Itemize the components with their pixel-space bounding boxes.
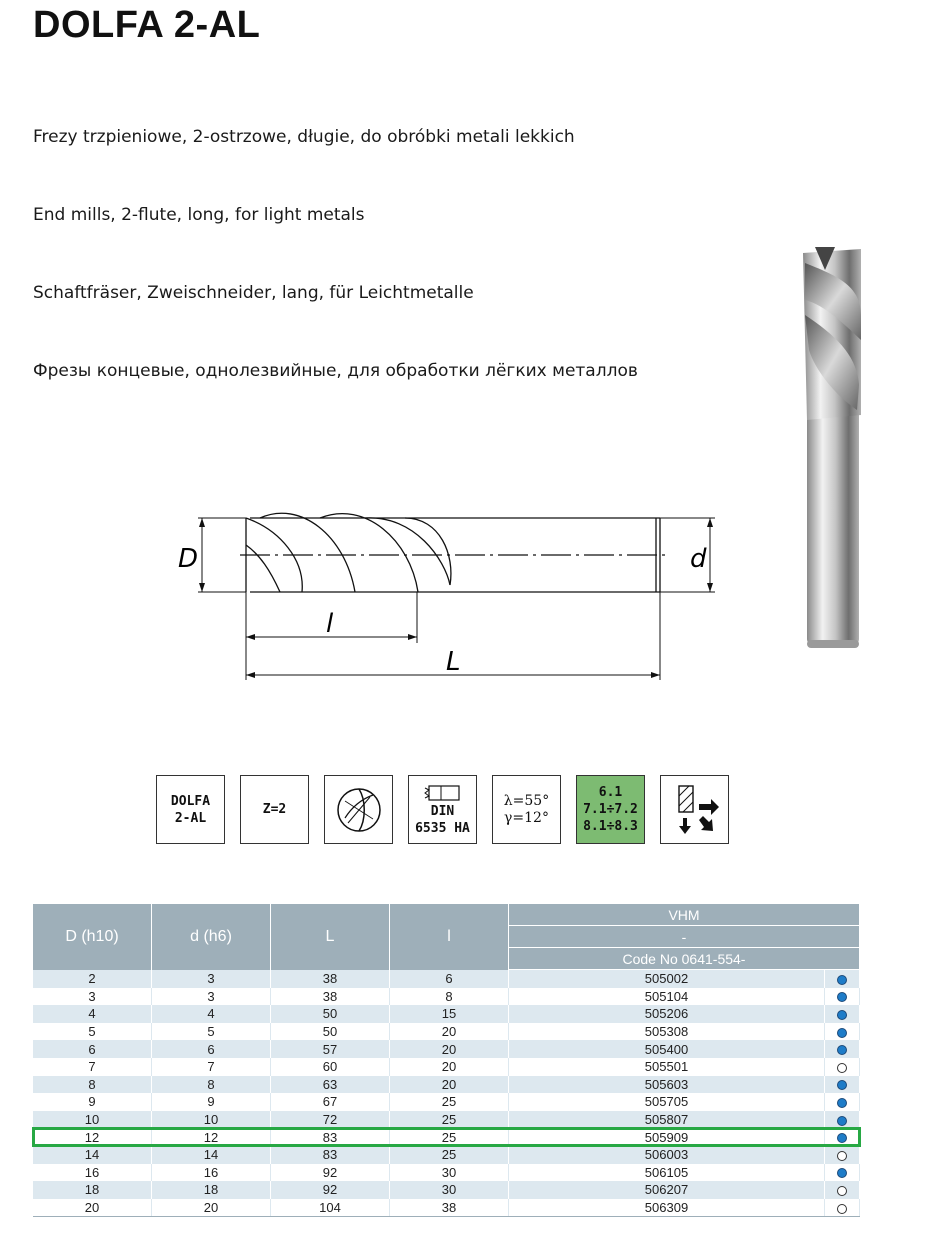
table-row[interactable] bbox=[33, 1040, 860, 1058]
dimensions-table bbox=[33, 904, 860, 1217]
cell-l: 30 bbox=[390, 1164, 509, 1182]
brand-icon bbox=[156, 775, 225, 844]
shank-icon bbox=[423, 783, 463, 803]
cell-D: 10 bbox=[33, 1111, 152, 1129]
cell-l: 20 bbox=[390, 1040, 509, 1058]
cell-l: 6 bbox=[390, 970, 509, 988]
cell-L: 60 bbox=[271, 1058, 390, 1076]
cell-D: 2 bbox=[33, 970, 152, 988]
header-D: D (h10) bbox=[33, 904, 152, 970]
table-row[interactable] bbox=[33, 1023, 860, 1041]
cell-stock bbox=[825, 1023, 860, 1041]
header-l: l bbox=[390, 904, 509, 970]
cell-code: 505807 bbox=[509, 1111, 825, 1129]
cell-l: 25 bbox=[390, 1093, 509, 1111]
spec-icons bbox=[156, 775, 729, 844]
label-L: L bbox=[446, 647, 461, 677]
cell-D: 9 bbox=[33, 1093, 152, 1111]
table-row[interactable] bbox=[33, 1146, 860, 1164]
stock-available-icon bbox=[837, 1168, 847, 1178]
cell-code: 505909 bbox=[509, 1128, 825, 1146]
table-row[interactable] bbox=[33, 1076, 860, 1094]
label-D: D bbox=[178, 544, 199, 574]
cell-l: 38 bbox=[390, 1199, 509, 1217]
cell-l: 20 bbox=[390, 1023, 509, 1041]
cell-code: 505603 bbox=[509, 1076, 825, 1094]
header-code: Code No 0641-554- bbox=[509, 948, 860, 970]
stock-available-icon bbox=[837, 1028, 847, 1038]
cell-D: 7 bbox=[33, 1058, 152, 1076]
stock-available-icon bbox=[837, 1098, 847, 1108]
cell-l: 15 bbox=[390, 1005, 509, 1023]
technical-drawing bbox=[170, 505, 730, 690]
cell-code: 505206 bbox=[509, 1005, 825, 1023]
helix-cross-section-icon bbox=[324, 775, 393, 844]
flutes-icon bbox=[240, 775, 309, 844]
stock-available-icon bbox=[837, 1045, 847, 1055]
cell-d: 20 bbox=[152, 1199, 271, 1217]
cell-L: 67 bbox=[271, 1093, 390, 1111]
stock-available-icon bbox=[837, 992, 847, 1002]
cell-D: 3 bbox=[33, 988, 152, 1006]
stock-on-order-icon bbox=[837, 1204, 847, 1214]
din-line1: DIN bbox=[430, 803, 455, 819]
table-row[interactable] bbox=[33, 1093, 860, 1111]
table-row[interactable] bbox=[33, 1111, 860, 1129]
material-group-icon bbox=[576, 775, 645, 844]
cell-d: 14 bbox=[152, 1146, 271, 1164]
cell-D: 5 bbox=[33, 1023, 152, 1041]
flutes-label: Z=2 bbox=[262, 802, 287, 817]
cell-code: 505308 bbox=[509, 1023, 825, 1041]
cell-L: 63 bbox=[271, 1076, 390, 1094]
description-ru: Фрезы концевые, однолезвийные, для обработки лёгких металлов bbox=[33, 361, 638, 381]
stock-on-order-icon bbox=[837, 1151, 847, 1161]
cell-code: 505002 bbox=[509, 970, 825, 988]
cell-stock bbox=[825, 1164, 860, 1182]
cell-L: 83 bbox=[271, 1128, 390, 1146]
table-row[interactable] bbox=[33, 1164, 860, 1182]
cell-D: 12 bbox=[33, 1128, 152, 1146]
cell-d: 16 bbox=[152, 1164, 271, 1182]
cell-d: 8 bbox=[152, 1076, 271, 1094]
end-mill-photo bbox=[795, 245, 865, 655]
cell-L: 38 bbox=[271, 988, 390, 1006]
stock-on-order-icon bbox=[837, 1063, 847, 1073]
cell-stock bbox=[825, 1128, 860, 1146]
table-row[interactable] bbox=[33, 988, 860, 1006]
cell-D: 14 bbox=[33, 1146, 152, 1164]
cell-code: 505501 bbox=[509, 1058, 825, 1076]
cell-stock bbox=[825, 1111, 860, 1129]
cell-L: 104 bbox=[271, 1199, 390, 1217]
cell-D: 20 bbox=[33, 1199, 152, 1217]
product-title: DOLFA 2-AL bbox=[33, 4, 261, 46]
cell-L: 92 bbox=[271, 1164, 390, 1182]
label-d: d bbox=[690, 544, 707, 574]
angles-icon bbox=[492, 775, 561, 844]
cell-L: 72 bbox=[271, 1111, 390, 1129]
cell-d: 12 bbox=[152, 1128, 271, 1146]
cell-stock bbox=[825, 1093, 860, 1111]
header-d: d (h6) bbox=[152, 904, 271, 970]
cell-d: 3 bbox=[152, 988, 271, 1006]
cell-code: 505400 bbox=[509, 1040, 825, 1058]
cell-L: 50 bbox=[271, 1005, 390, 1023]
description-en: End mills, 2-flute, long, for light metals bbox=[33, 205, 365, 225]
cell-code: 506105 bbox=[509, 1164, 825, 1182]
cell-stock bbox=[825, 1146, 860, 1164]
cell-D: 18 bbox=[33, 1181, 152, 1199]
cell-code: 506003 bbox=[509, 1146, 825, 1164]
cell-L: 83 bbox=[271, 1146, 390, 1164]
cell-l: 25 bbox=[390, 1111, 509, 1129]
cell-d: 5 bbox=[152, 1023, 271, 1041]
cell-D: 8 bbox=[33, 1076, 152, 1094]
cell-stock bbox=[825, 1181, 860, 1199]
cell-l: 20 bbox=[390, 1076, 509, 1094]
cell-d: 7 bbox=[152, 1058, 271, 1076]
table-row[interactable] bbox=[33, 1058, 860, 1076]
cell-l: 20 bbox=[390, 1058, 509, 1076]
milling-direction-icon bbox=[660, 775, 729, 844]
table-row[interactable] bbox=[33, 1181, 860, 1199]
cell-L: 92 bbox=[271, 1181, 390, 1199]
cell-l: 25 bbox=[390, 1128, 509, 1146]
cell-L: 50 bbox=[271, 1023, 390, 1041]
stock-available-icon bbox=[837, 1116, 847, 1126]
cell-stock bbox=[825, 970, 860, 988]
cell-d: 18 bbox=[152, 1181, 271, 1199]
cell-L: 57 bbox=[271, 1040, 390, 1058]
header-L: L bbox=[271, 904, 390, 970]
cell-code: 506207 bbox=[509, 1181, 825, 1199]
table-row[interactable] bbox=[33, 1128, 860, 1146]
cell-D: 4 bbox=[33, 1005, 152, 1023]
cell-stock bbox=[825, 1199, 860, 1217]
cell-d: 9 bbox=[152, 1093, 271, 1111]
cell-D: 16 bbox=[33, 1164, 152, 1182]
stock-available-icon bbox=[837, 1010, 847, 1020]
cell-D: 6 bbox=[33, 1040, 152, 1058]
material-line1: 6.1 bbox=[598, 785, 623, 800]
gamma-label: γ=12° bbox=[504, 809, 549, 826]
cell-l: 30 bbox=[390, 1181, 509, 1199]
brand-line1: DOLFA bbox=[170, 793, 211, 809]
table-row[interactable] bbox=[33, 970, 860, 988]
cell-code: 505104 bbox=[509, 988, 825, 1006]
header-coating: - bbox=[509, 926, 860, 948]
label-l: l bbox=[326, 609, 334, 639]
din-line2: 6535 HA bbox=[415, 820, 470, 836]
material-line3: 8.1÷8.3 bbox=[583, 819, 638, 834]
stock-available-icon bbox=[837, 1133, 847, 1143]
cell-stock bbox=[825, 1076, 860, 1094]
header-material: VHM bbox=[509, 904, 860, 926]
lambda-label: λ=55° bbox=[503, 792, 550, 809]
cell-stock bbox=[825, 988, 860, 1006]
cell-d: 3 bbox=[152, 970, 271, 988]
din-standard-icon bbox=[408, 775, 477, 844]
stock-on-order-icon bbox=[837, 1186, 847, 1196]
description-de: Schaftfräser, Zweischneider, lang, für Leichtmetalle bbox=[33, 283, 474, 303]
cell-l: 25 bbox=[390, 1146, 509, 1164]
description-pl: Frezy trzpieniowe, 2-ostrzowe, długie, do obróbki metali lekkich bbox=[33, 127, 575, 147]
cell-code: 505705 bbox=[509, 1093, 825, 1111]
cell-d: 6 bbox=[152, 1040, 271, 1058]
brand-line2: 2-AL bbox=[174, 810, 207, 826]
cell-code: 506309 bbox=[509, 1199, 825, 1217]
cell-d: 4 bbox=[152, 1005, 271, 1023]
cell-stock bbox=[825, 1005, 860, 1023]
stock-available-icon bbox=[837, 975, 847, 985]
material-line2: 7.1÷7.2 bbox=[583, 802, 638, 817]
cell-l: 8 bbox=[390, 988, 509, 1006]
table-row[interactable] bbox=[33, 1005, 860, 1023]
cell-L: 38 bbox=[271, 970, 390, 988]
stock-available-icon bbox=[837, 1080, 847, 1090]
table-row[interactable] bbox=[33, 1199, 860, 1217]
cell-d: 10 bbox=[152, 1111, 271, 1129]
cell-stock bbox=[825, 1058, 860, 1076]
cell-stock bbox=[825, 1040, 860, 1058]
